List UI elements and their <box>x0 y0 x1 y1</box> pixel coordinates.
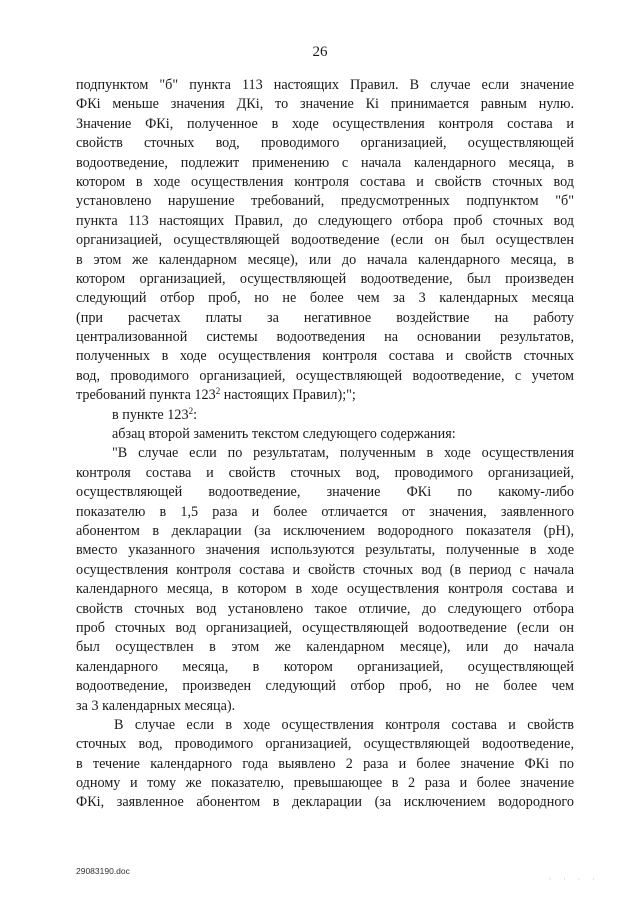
superscript: 2 <box>188 405 194 416</box>
text-line: абзац второй заменить текстом следующего содержания: <box>112 426 456 443</box>
text-line: проб сточных вод организацией, осуществляющей водоотведение (если он <box>76 619 574 636</box>
superscript: 2 <box>215 386 221 397</box>
text-line: вместо указанного значения используются результаты, полученные в ходе <box>76 542 574 559</box>
text-line: ФКi меньше значения ДКi, то значение Кi принимается равным нулю. <box>76 96 574 113</box>
text-line: ФКi, заявленное абонентом в декларации (за исключением водородного <box>76 794 574 811</box>
text-line: одному и тому же показателю, превышающее в 2 раза и более значение <box>76 775 574 792</box>
text-line: следующий отбор проб, но не более чем за 3 календарных месяца <box>76 290 574 307</box>
text-line: в течение календарного года выявлено 2 раза и более значение ФКi по <box>76 755 574 772</box>
scan-mark: · · · · <box>548 876 599 884</box>
text-line: водоотведение, произведен следующий отбор проб, но не более чем <box>76 678 574 695</box>
text-line: календарного месяца, в котором в ходе осуществления контроля состава и <box>76 581 574 598</box>
text-line: был осуществлен в этом же календарном месяце), или до начала <box>76 639 574 656</box>
text-line: требований пункта $123^2$ настоящих Правил);"; <box>76 386 356 404</box>
text-line: "В случае если по результатам, полученным в ходе осуществления <box>112 445 574 462</box>
body-text <box>76 76 574 813</box>
text-line: показателю в 1,5 раза и более отличается от значения, заявленного <box>76 503 574 520</box>
text-line: подпунктом "б" пункта 113 настоящих Правил. В случае если значение <box>76 77 574 93</box>
text-line: сточных вод, проводимого организацией, осуществляющей водоотведение, <box>76 736 574 753</box>
text-line: централизованной системы водоотведения на основании результатов, <box>76 329 574 346</box>
text-line: водоотведение, подлежит применению с начала календарного месяца, в <box>76 154 574 171</box>
text-line: В случае если в ходе осуществления контроля состава и свойств <box>114 716 574 733</box>
text-line: осуществляющей водоотведение, значение ФКi по какому-либо <box>76 484 574 501</box>
footer-filename: 29083190.doc <box>76 866 130 876</box>
text-line: котором организацией, осуществляющей водоотведение, был произведен <box>76 270 574 287</box>
page-number: 26 <box>312 44 328 60</box>
text-line: календарного месяца, в котором организацией, осуществляющей <box>76 658 574 675</box>
text-line: свойств сточных вод, проводимого организацией, осуществляющей <box>76 135 574 152</box>
text-line: полученных в ходе осуществления контроля состава и свойств сточных <box>76 348 574 365</box>
text-line: свойств сточных вод установлено такое отличие, до следующего отбора <box>76 600 574 617</box>
text-line: осуществления контроля состава и свойств сточных вод (в период с начала <box>76 561 574 578</box>
text-line: Значение ФКi, полученное в ходе осуществления контроля состава и <box>76 115 574 132</box>
text-line: в этом же календарном месяце), или до начала календарного месяца, в <box>76 251 574 268</box>
text-line: установлено нарушение требований, предусмотренных подпунктом "б" <box>76 193 574 210</box>
text-line: абонентом в декларации (за исключением водородного показателя (рН), <box>76 522 574 539</box>
text-line: за 3 календарных месяца). <box>76 697 236 714</box>
text-line: в пункте $123^2$: <box>112 405 198 423</box>
text-line: организацией, осуществляющей водоотведение (если он был осуществлен <box>76 232 574 249</box>
text-line: контроля состава и свойств сточных вод, проводимого организацией, <box>76 464 574 481</box>
text-line: пункта 113 настоящих Правил, до следующего отбора проб сточных вод <box>76 212 574 229</box>
text-line: (при расчетах платы за негативное воздействие на работу <box>76 309 574 326</box>
text-line: котором в ходе осуществления контроля состава и свойств сточных вод <box>76 173 574 190</box>
text-line: вод, проводимого организацией, осуществляющей водоотведение, с учетом <box>76 367 574 384</box>
